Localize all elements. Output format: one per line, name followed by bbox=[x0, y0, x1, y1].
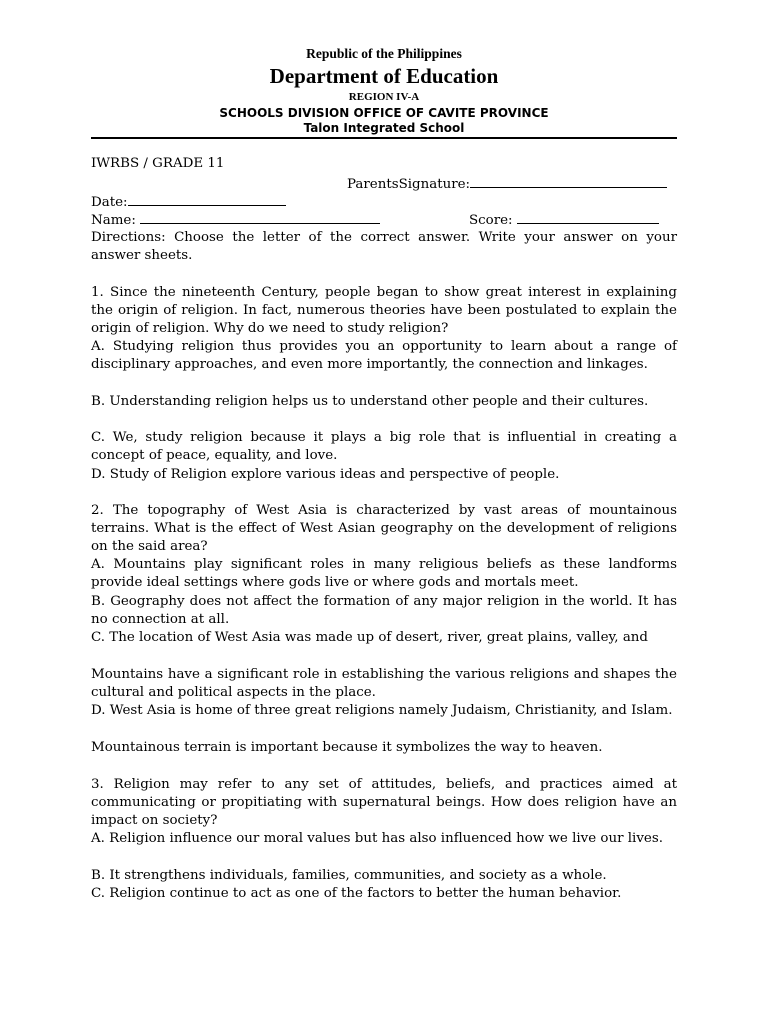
parents-signature-field[interactable] bbox=[470, 174, 667, 188]
division-heading: SCHOOLS DIVISION OFFICE OF CAVITE PROVINCE bbox=[219, 106, 549, 120]
region-heading: REGION IV-A bbox=[348, 91, 420, 103]
republic-heading: Republic of the Philippines bbox=[306, 46, 462, 61]
question-1-stem: 1. Since the nineteenth Century, people began to show great interest in explaining the origin of religion. In fact, numerous theories have been postulated to explain the origin of religion. Why do we need to study religion? bbox=[91, 285, 677, 337]
score-field[interactable] bbox=[517, 210, 659, 224]
school-heading: Talon Integrated School bbox=[303, 121, 465, 135]
question-2-choice-a: A. Mountains play significant roles in many religious beliefs as these landforms provide ideal settings where gods live or where gods and mortals meet. bbox=[91, 557, 677, 591]
question-1-choice-d: D. Study of Religion explore various ideas and perspective of people. bbox=[91, 467, 560, 482]
question-2-choice-c-continued: Mountains have a significant role in establishing the various religions and shapes the cultural and political aspects in the place. bbox=[91, 667, 677, 701]
question-2-choice-c: C. The location of West Asia was made up of desert, river, great plains, valley, and bbox=[91, 630, 648, 645]
parents-signature-row bbox=[91, 174, 677, 192]
subject-grade: IWRBS / GRADE 11 bbox=[91, 156, 225, 171]
department-heading: Department of Education bbox=[269, 64, 499, 88]
question-2-choice-b: B. Geography does not affect the formation of any major religion in the world. It has no connection at all. bbox=[91, 594, 677, 628]
header-divider bbox=[91, 137, 677, 139]
question-2-choice-d: D. West Asia is home of three great religions namely Judaism, Christianity, and Islam. bbox=[91, 703, 673, 718]
date-row bbox=[91, 192, 677, 210]
date-field[interactable] bbox=[128, 192, 286, 206]
question-1-choice-c: C. We, study religion because it plays a big role that is influential in creating a concept of peace, equality, and love. bbox=[91, 430, 677, 464]
question-3-choice-a: A. Religion influence our moral values but has also influenced how we live our lives. bbox=[91, 831, 663, 846]
directions: Directions: Choose the letter of the correct answer. Write your answer on your answer sheets. bbox=[91, 230, 677, 264]
question-3-choice-c: C. Religion continue to act as one of the factors to better the human behavior. bbox=[91, 886, 622, 901]
question-3-stem: 3. Religion may refer to any set of attitudes, beliefs, and practices aimed at communicating or propitiating with supernatural beings. How does religion have an impact on society? bbox=[91, 777, 677, 829]
score-label: Score: bbox=[469, 213, 517, 228]
name-label: Name: bbox=[91, 213, 141, 228]
name-field[interactable] bbox=[140, 210, 380, 224]
parents-signature-label: ParentsSignature: bbox=[347, 177, 471, 192]
name-score-row bbox=[91, 210, 677, 228]
question-3-choice-b: B. It strengthens individuals, families, communities, and society as a whole. bbox=[91, 868, 607, 883]
question-1-choice-a: A. Studying religion thus provides you an opportunity to learn about a range of disciplinary approaches, and even more importantly, the connection and linkages. bbox=[91, 339, 677, 373]
question-1-choice-b: B. Understanding religion helps us to understand other people and their cultures. bbox=[91, 394, 649, 409]
question-2-choice-d-continued: Mountainous terrain is important because it symbolizes the way to heaven. bbox=[91, 740, 603, 755]
question-2-stem: 2. The topography of West Asia is characterized by vast areas of mountainous terrains. What is the effect of West Asian geography on the development of religions on the said area? bbox=[91, 503, 677, 555]
date-label: Date: bbox=[91, 195, 128, 210]
